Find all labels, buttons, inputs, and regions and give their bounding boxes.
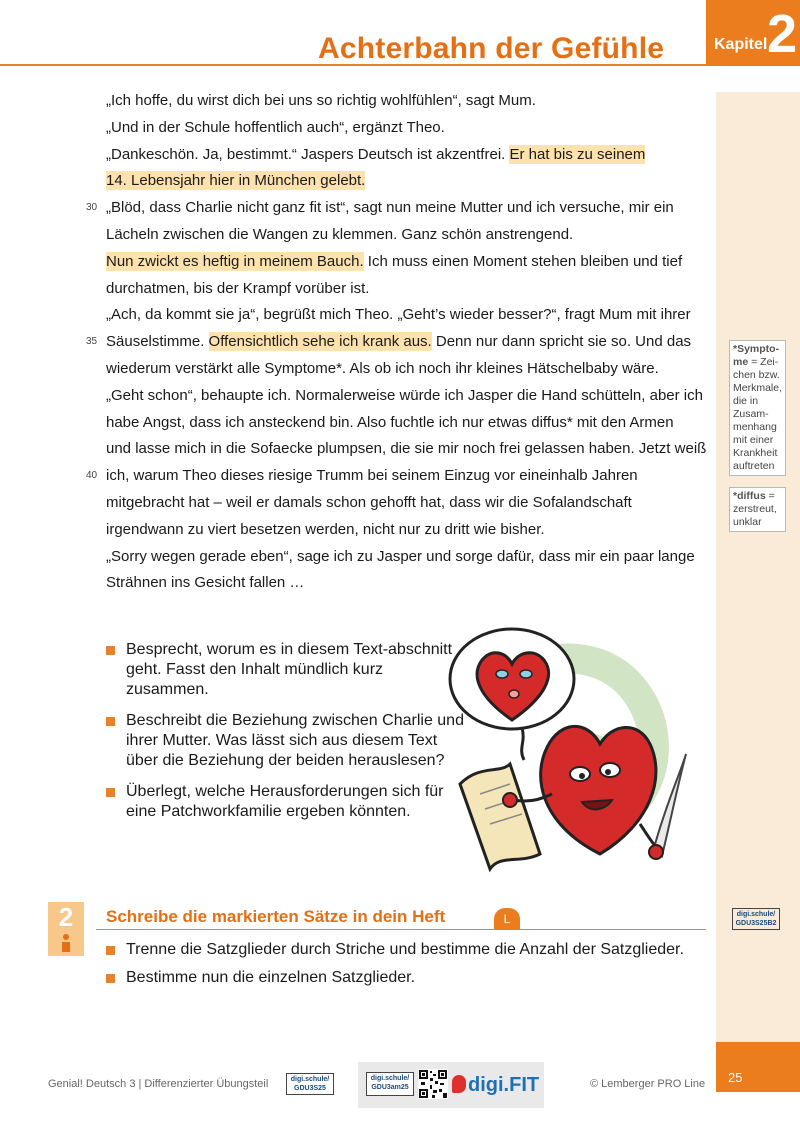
text-line — [106, 88, 710, 115]
glossary-diffus — [729, 487, 786, 532]
glossary-term: *Sympto-me — [733, 343, 780, 368]
digi-code-line: digi.schule/ — [370, 1075, 410, 1082]
digi-fit-logo — [452, 1074, 539, 1097]
task-list-2 — [106, 940, 706, 996]
task-text: Überlegt, welche Herausforderungen sich für eine Patchworkfamilie ergeben könnten. — [126, 783, 444, 820]
text-line — [106, 302, 710, 329]
list-item — [106, 782, 466, 822]
line-number: 30 — [86, 202, 98, 214]
task-number-badge — [48, 902, 84, 956]
qr-code-icon[interactable] — [418, 1069, 448, 1099]
task-text: Beschreibt die Beziehung zwischen Charlie und ihrer Mutter. Was lässt sich aus diesem Text über die Beziehung der beiden herauslesen? — [126, 712, 464, 769]
text-line — [106, 222, 710, 249]
task-title: Schreibe die markierten Sätze in dein Heft — [106, 907, 446, 926]
text-line — [106, 410, 710, 437]
highlighted-sentence: Offensichtlich sehe ich krank aus. — [208, 333, 432, 351]
text-line — [86, 463, 710, 490]
text-line — [106, 276, 710, 303]
task-rule — [96, 929, 706, 930]
text-segment: „Ach, da kommt sie ja“, begrüßt mich Theo. „Geht’s wieder besser?“, fragt Mum mit ihrer — [106, 306, 691, 324]
digi-code-fit[interactable] — [366, 1072, 414, 1096]
list-item — [106, 711, 466, 771]
text-line — [106, 570, 710, 597]
text-segment: „Und in der Schule hoffentlich auch“, ergänzt Theo. — [106, 118, 445, 136]
digi-code-line: GDU3S25 — [294, 1085, 326, 1092]
chapter-number: 2 — [767, 4, 798, 64]
text-segment: habe Angst, dass ich ansteckend bin. Also fuchtle ich nur etwas diffus* mit den Armen — [106, 413, 674, 431]
digi-code-task2[interactable] — [732, 908, 780, 930]
fit-prefix: digi. — [468, 1074, 510, 1096]
text-segment: mitgebracht hat – weil er damals schon gehofft hat, dass wir die Sofalandschaft — [106, 493, 632, 511]
text-segment: Strähnen ins Gesicht fallen … — [106, 574, 305, 592]
fit-suffix: FIT — [509, 1074, 540, 1096]
text-segment: „Ich hoffe, du wirst dich bei uns so richtig wohlfühlen“, sagt Mum. — [106, 92, 536, 109]
bubble-tail — [522, 728, 524, 760]
glossary-definition: = zerstreut, unklar — [733, 490, 777, 528]
task-text: Besprecht, worum es in diesem Text-abschnitt geht. Fasst den Inhalt mündlich kurz zusammen. — [126, 641, 453, 698]
chapter-tab — [706, 0, 800, 66]
footer-book-title: Genial! Deutsch 3 | Differenzierter Übungsteil — [48, 1078, 269, 1090]
bullet-square-icon — [106, 717, 115, 726]
digi-code-line: digi.schule/ — [290, 1076, 330, 1083]
highlighted-sentence: Nun zwickt es heftig in meinem Bauch. — [106, 252, 364, 270]
scroll-icon — [460, 764, 540, 869]
heart-eye — [496, 670, 508, 678]
heart-lips — [509, 690, 519, 698]
text-segment: und lasse mich in die Sofaecke plumpsen, die sie mir noch frei gelassen haben. Jetzt weiß — [106, 440, 707, 458]
solution-badge: L — [494, 908, 520, 930]
text-segment: irgendwann zu viert besetzen werden, nicht nur zu dritt wie bisher. — [106, 520, 545, 538]
bullet-square-icon — [106, 974, 115, 983]
task-text: Trenne die Satzglieder durch Striche und bestimme die Anzahl der Satzglieder. — [126, 941, 684, 958]
text-segment: „Blöd, dass Charlie nicht ganz fit ist“, sagt nun meine Mutter und ich versuche, mir ein — [106, 199, 674, 217]
list-item — [106, 968, 706, 988]
glossary-definition: = Zei-chen bzw. Merkmale, die in Zusam-menhang mit einer Krankheit auftreten — [733, 356, 783, 472]
story-text — [86, 88, 710, 597]
glossary-symptome — [729, 340, 786, 476]
glossary-term: *diffus — [733, 490, 766, 502]
hearts-illustration — [440, 624, 690, 880]
line-number: 40 — [86, 470, 98, 482]
list-item — [106, 940, 706, 960]
text-line — [106, 383, 710, 410]
text-segment: „Dankeschön. Ja, bestimmt.“ Jaspers Deutsch ist akzentfrei. — [106, 145, 510, 163]
text-line — [106, 490, 710, 517]
digi-code-line: GDU3S25B2 — [735, 920, 777, 927]
text-segment: Lächeln zwischen die Wangen zu klemmen. Ganz schön anstrengend. — [106, 225, 574, 243]
bullet-square-icon — [106, 788, 115, 797]
text-line — [106, 249, 710, 276]
text-segment: Säuselstimme. — [106, 333, 209, 351]
highlighted-sentence: Er hat bis zu seinem — [509, 145, 646, 163]
task-number: 2 — [58, 902, 74, 932]
heart-eye — [520, 670, 532, 678]
text-line — [106, 517, 710, 544]
text-line — [106, 142, 710, 169]
text-segment: Denn nur dann spricht sie so. Und das — [431, 333, 692, 351]
digi-fit-mark-icon — [452, 1075, 466, 1093]
text-segment: „Geht schon“, behaupte ich. Normalerweise würde ich Jasper die Hand schütteln, aber ich — [106, 386, 703, 404]
text-line — [106, 168, 710, 195]
bullet-square-icon — [106, 646, 115, 655]
text-segment: ich, warum Theo dieses riesige Trumm bei seinem Einzug vor eineinhalb Jahren — [106, 467, 638, 485]
text-line — [86, 329, 710, 356]
text-line — [106, 544, 710, 571]
text-line — [106, 115, 710, 142]
footer-copyright: © Lemberger PRO Line — [590, 1078, 706, 1090]
task-text: Bestimme nun die einzelnen Satzglieder. — [126, 969, 416, 986]
text-segment: durchatmen, bis der Krampf vorüber ist. — [106, 279, 370, 297]
page-title: Achterbahn der Gefühle — [318, 32, 665, 65]
text-line — [106, 356, 710, 383]
margin-strip — [716, 92, 800, 1042]
digi-code-line: GDU3am25 — [371, 1084, 409, 1091]
chapter-label: Kapitel — [714, 36, 768, 53]
digi-fit-panel — [358, 1062, 544, 1108]
digi-code-footer[interactable] — [286, 1073, 334, 1095]
line-number: 35 — [86, 336, 98, 348]
text-segment: Ich muss einen Moment stehen bleiben und tief — [363, 252, 683, 270]
text-segment: wiederum verstärkt alle Symptome*. Als ob ich noch ihr kleines Hätschelbaby wäre. — [106, 359, 659, 377]
big-heart-icon — [541, 726, 656, 854]
text-line — [86, 195, 710, 222]
list-item — [106, 640, 466, 700]
text-line — [106, 436, 710, 463]
digi-code-line: digi.schule/ — [736, 911, 776, 918]
page-number: 25 — [728, 1070, 743, 1085]
page-number-box — [716, 1042, 800, 1092]
highlighted-sentence: 14. Lebensjahr hier in München gelebt. — [106, 172, 366, 190]
info-person-icon — [60, 934, 72, 952]
task-list-1 — [106, 640, 466, 833]
text-segment: „Sorry wegen gerade eben“, sage ich zu Jasper und sorge dafür, dass mir ein paar lange — [106, 547, 695, 565]
bullet-square-icon — [106, 946, 115, 955]
